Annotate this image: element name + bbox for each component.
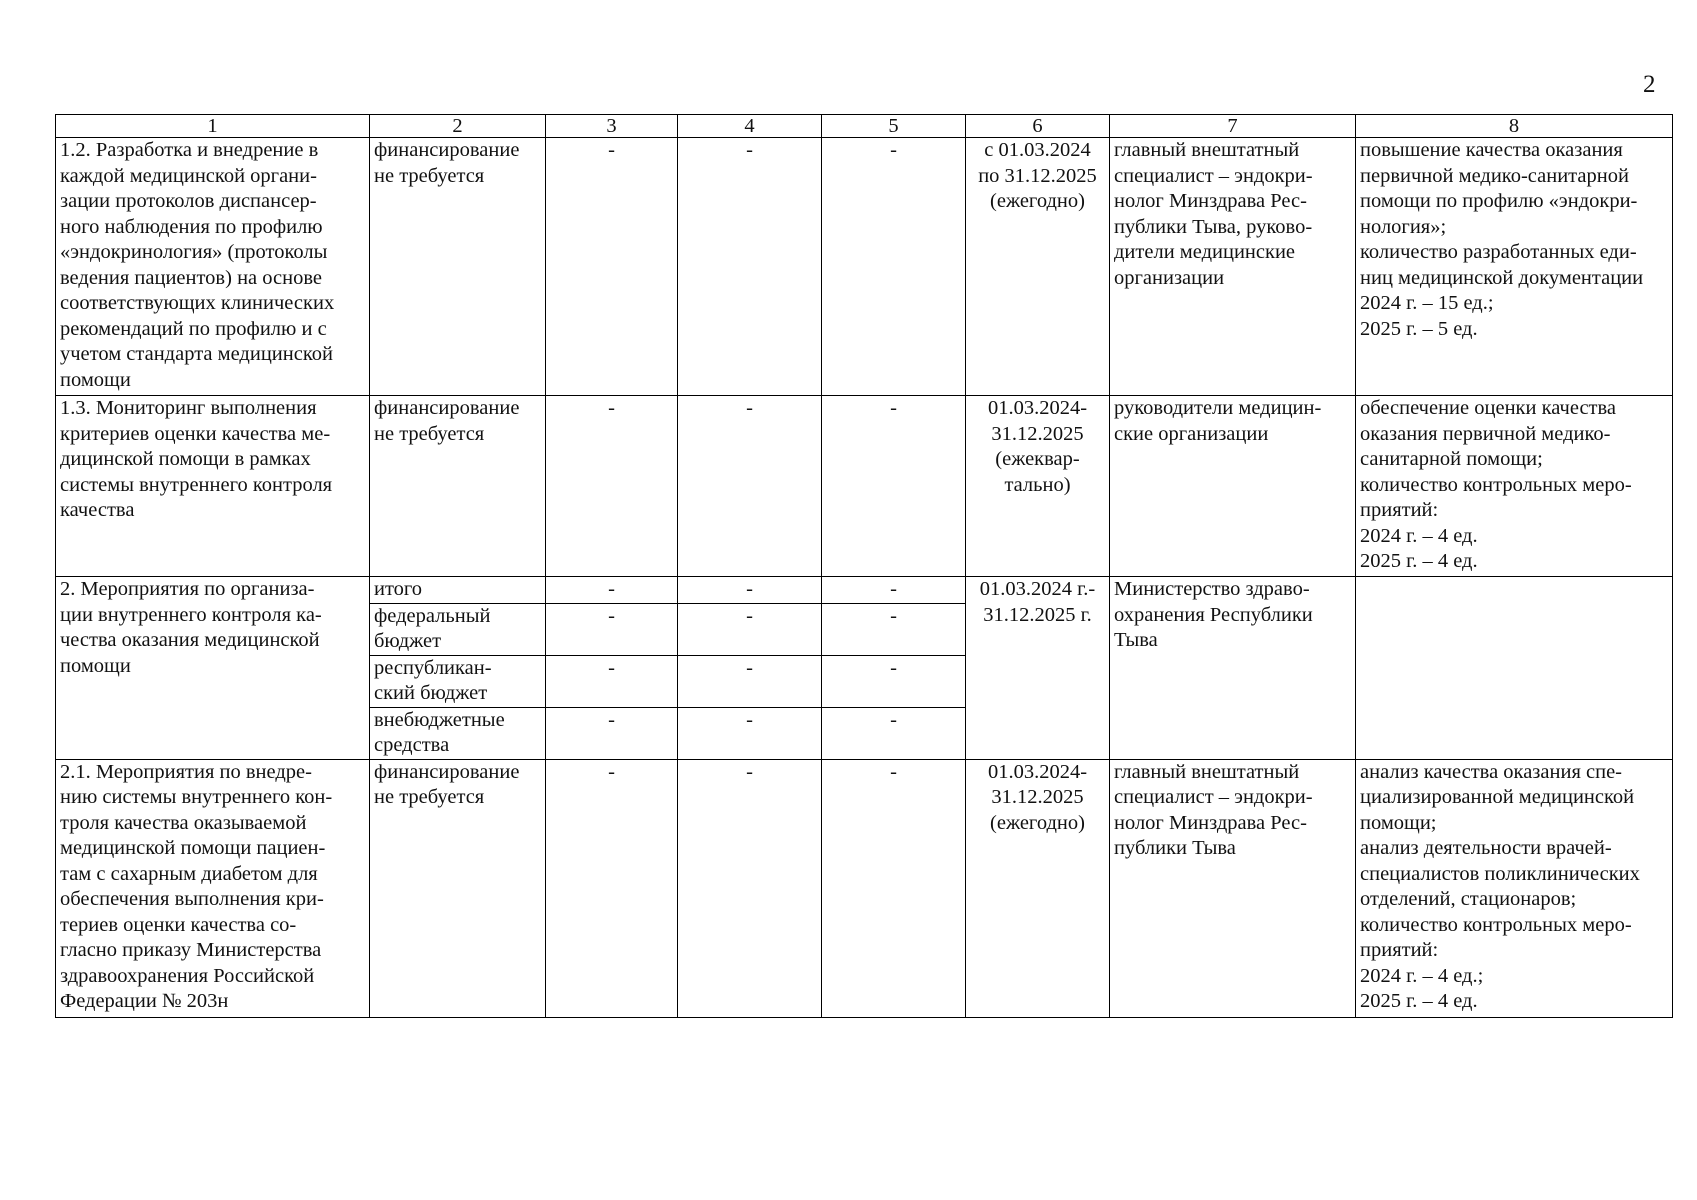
- responsible-line: дители медицинские: [1114, 241, 1296, 263]
- period-cell: [966, 759, 1110, 1017]
- funding-cell: [370, 759, 546, 1017]
- funding-line: республикан-: [374, 656, 492, 679]
- col5-cell: -: [822, 577, 966, 604]
- col5-cell: -: [822, 138, 966, 396]
- result-line: циализированной медицинской: [1360, 786, 1635, 808]
- result-line: 2024 г. – 15 ед.;: [1360, 292, 1494, 314]
- measure-cell: [56, 138, 370, 396]
- measure-line: ции внутреннего контроля ка-: [60, 603, 322, 626]
- col5-cell: -: [822, 396, 966, 577]
- responsible-cell: [1110, 396, 1356, 577]
- funding-line: средства: [374, 734, 450, 756]
- col4-cell: -: [678, 138, 822, 396]
- col3-cell: -: [546, 759, 678, 1017]
- measure-line: системы внутреннего контроля: [60, 473, 333, 496]
- responsible-line: публики Тыва, руково-: [1114, 215, 1313, 238]
- activity-plan-table: [55, 114, 1673, 1018]
- period-cell: [966, 577, 1110, 760]
- result-cell: [1356, 577, 1673, 760]
- funding-cell: [370, 707, 546, 759]
- funding-cell: [370, 577, 546, 604]
- col3-cell: -: [546, 396, 678, 577]
- period-line: 31.12.2025: [991, 422, 1084, 445]
- col4-cell: -: [678, 577, 822, 604]
- column-header-2: 2: [370, 115, 546, 138]
- result-line: нология»;: [1360, 215, 1447, 238]
- measure-cell: [56, 759, 370, 1017]
- col3-cell: -: [546, 707, 678, 759]
- funding-cell: [370, 603, 546, 655]
- col4-cell: -: [678, 759, 822, 1017]
- responsible-line: специалист – эндокри-: [1114, 786, 1313, 808]
- result-line: 2024 г. – 4 ед.;: [1360, 964, 1484, 987]
- result-line: 2025 г. – 4 ед.: [1360, 550, 1478, 572]
- measure-line: троля качества оказываемой: [60, 811, 307, 834]
- result-line: первичной медико-санитарной: [1360, 164, 1629, 187]
- measure-line: обеспечения выполнения кри-: [60, 888, 324, 910]
- responsible-cell: [1110, 759, 1356, 1017]
- funding-line: финансирование: [374, 397, 520, 419]
- funding-cell: [370, 138, 546, 396]
- table-row: [56, 759, 1673, 1017]
- table-row: [56, 577, 1673, 604]
- measure-line: дицинской помощи в рамках: [60, 448, 311, 470]
- col5-cell: -: [822, 655, 966, 707]
- measure-line: там с сахарным диабетом для: [60, 862, 318, 885]
- col4-cell: -: [678, 655, 822, 707]
- period-line: 01.03.2024 г.-: [979, 578, 1096, 600]
- measure-line: качества: [60, 499, 135, 521]
- measure-line: гласно приказу Министерства: [60, 939, 322, 961]
- measure-line: териев оценки качества со-: [60, 913, 297, 936]
- responsible-cell: [1110, 577, 1356, 760]
- measure-line: критериев оценки качества ме-: [60, 422, 331, 445]
- measure-line: ведения пациентов) на основе: [60, 266, 322, 289]
- result-line: повышение качества оказания: [1360, 139, 1623, 161]
- col3-cell: -: [546, 655, 678, 707]
- funding-line: не требуется: [374, 786, 485, 808]
- result-cell: [1356, 138, 1673, 396]
- measure-line: соответствующих клинических: [60, 292, 335, 314]
- responsible-line: руководители медицин-: [1114, 397, 1322, 419]
- result-line: 2025 г. – 4 ед.: [1360, 990, 1478, 1012]
- responsible-line: специалист – эндокри-: [1114, 164, 1313, 187]
- measure-line: 2.1. Мероприятия по внедре-: [60, 760, 312, 783]
- result-line: отделений, стационаров;: [1360, 888, 1577, 910]
- result-line: 2025 г. – 5 ед.: [1360, 317, 1478, 340]
- result-cell: [1356, 396, 1673, 577]
- col5-cell: -: [822, 759, 966, 1017]
- result-cell: [1356, 759, 1673, 1017]
- column-header-3: 3: [546, 115, 678, 138]
- responsible-line: нолог Минздрава Рес-: [1114, 811, 1307, 834]
- responsible-line: нолог Минздрава Рес-: [1114, 190, 1307, 212]
- responsible-line: главный внештатный: [1114, 760, 1300, 783]
- measure-line: каждой медицинской органи-: [60, 164, 317, 187]
- col4-cell: -: [678, 396, 822, 577]
- measure-line: зации протоколов диспансер-: [60, 190, 317, 212]
- table-row: [56, 138, 1673, 396]
- responsible-line: Тыва: [1114, 629, 1158, 651]
- col3-cell: -: [546, 138, 678, 396]
- column-header-8: 8: [1356, 115, 1673, 138]
- column-header-1: 1: [56, 115, 370, 138]
- funding-cell: [370, 655, 546, 707]
- funding-line: ский бюджет: [374, 682, 488, 704]
- period-line: (ежеквар-: [995, 448, 1080, 470]
- col4-cell: -: [678, 707, 822, 759]
- responsible-line: публики Тыва: [1114, 837, 1236, 859]
- result-line: количество контрольных меро-: [1360, 473, 1632, 496]
- responsible-line: главный внештатный: [1114, 139, 1300, 161]
- measure-line: 1.3. Мониторинг выполнения: [60, 397, 317, 419]
- header-row: [56, 115, 1673, 138]
- result-line: 2024 г. – 4 ед.: [1360, 524, 1478, 547]
- column-header-7: 7: [1110, 115, 1356, 138]
- col5-cell: -: [822, 603, 966, 655]
- column-header-5: 5: [822, 115, 966, 138]
- period-line: 31.12.2025 г.: [983, 603, 1092, 626]
- result-line: специалистов поликлинических: [1360, 862, 1640, 885]
- responsible-cell: [1110, 138, 1356, 396]
- result-line: анализ деятельности врачей-: [1360, 837, 1612, 859]
- measure-line: помощи: [60, 654, 131, 677]
- page-number: 2: [1643, 71, 1656, 98]
- funding-line: не требуется: [374, 422, 485, 445]
- measure-line: здравоохранения Российской: [60, 964, 315, 987]
- measure-line: медицинской помощи пациен-: [60, 837, 326, 859]
- funding-line: финансирование: [374, 139, 520, 161]
- period-line: с 01.03.2024: [984, 139, 1091, 161]
- period-line: 31.12.2025: [991, 786, 1084, 808]
- funding-line: итого: [374, 578, 423, 600]
- col4-cell: -: [678, 603, 822, 655]
- period-line: тально): [1004, 473, 1071, 496]
- period-cell: [966, 396, 1110, 577]
- measure-line: чества оказания медицинской: [60, 629, 320, 651]
- result-line: приятий:: [1360, 939, 1439, 961]
- measure-line: 1.2. Разработка и внедрение в: [60, 139, 319, 161]
- responsible-line: охранения Республики: [1114, 603, 1313, 626]
- period-line: 01.03.2024-: [987, 397, 1088, 419]
- measure-line: Федерации № 203н: [60, 990, 229, 1012]
- column-header-4: 4: [678, 115, 822, 138]
- period-line: (ежегодно): [990, 811, 1085, 834]
- measure-line: 2. Мероприятия по организа-: [60, 578, 315, 600]
- responsible-line: организации: [1114, 266, 1225, 289]
- result-line: помощи;: [1360, 811, 1437, 834]
- funding-line: не требуется: [374, 164, 485, 187]
- result-line: ниц медицинской документации: [1360, 266, 1644, 289]
- measure-line: учетом стандарта медицинской: [60, 343, 333, 365]
- measure-cell: [56, 577, 370, 760]
- result-line: помощи по профилю «эндокри-: [1360, 190, 1638, 212]
- result-line: анализ качества оказания спе-: [1360, 760, 1622, 783]
- funding-line: федеральный: [374, 604, 491, 627]
- result-line: количество разработанных еди-: [1360, 241, 1637, 263]
- measure-line: рекомендаций по профилю и с: [60, 317, 327, 340]
- responsible-line: Министерство здраво-: [1114, 578, 1310, 600]
- period-line: 01.03.2024-: [987, 760, 1088, 783]
- measure-line: нию системы внутреннего кон-: [60, 786, 333, 808]
- period-line: (ежегодно): [990, 190, 1085, 212]
- funding-line: финансирование: [374, 760, 520, 783]
- funding-cell: [370, 396, 546, 577]
- result-line: приятий:: [1360, 499, 1439, 521]
- funding-line: бюджет: [374, 630, 442, 652]
- period-line: по 31.12.2025: [978, 164, 1097, 187]
- measure-cell: [56, 396, 370, 577]
- col3-cell: -: [546, 577, 678, 604]
- result-line: количество контрольных меро-: [1360, 913, 1632, 936]
- column-header-6: 6: [966, 115, 1110, 138]
- measure-line: ного наблюдения по профилю: [60, 215, 323, 238]
- measure-line: помощи: [60, 368, 131, 391]
- measure-line: «эндокринология» (протоколы: [60, 241, 328, 263]
- result-line: обеспечение оценки качества: [1360, 397, 1617, 419]
- result-line: оказания первичной медико-: [1360, 422, 1611, 445]
- col5-cell: -: [822, 707, 966, 759]
- col3-cell: -: [546, 603, 678, 655]
- funding-line: внебюджетные: [374, 708, 505, 731]
- responsible-line: ские организации: [1114, 422, 1269, 445]
- period-cell: [966, 138, 1110, 396]
- result-line: санитарной помощи;: [1360, 448, 1543, 470]
- table-row: [56, 396, 1673, 577]
